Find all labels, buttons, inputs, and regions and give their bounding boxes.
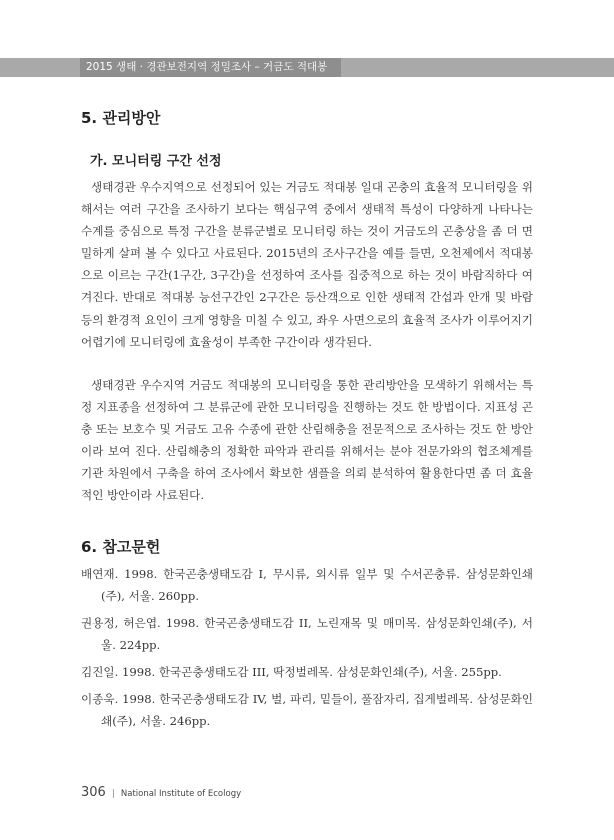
paragraph-1: 생태경관 우수지역으로 선정되어 있는 거금도 적대봉 일대 곤충의 효율적 모니터링을 위해서는 여러 구간을 조사하기 보다는 핵심구역 중에서 생태적 특성이 다양하게 나타나는 수계를 중심으로 특정 구간을 분류군별로 모니터링 하는 것이 거금도의 곤충상을 좀 더 면밀하게 살펴 볼 수 있다고 사료된다. 2015년의 조사구간을 예를 들면, 오천제에서 적대봉으로 이르는 구간(1구간, 3구간)을 선정하여 조사를 집중적으로 하는 것이 바람직하다 여겨진다. 반대로 적대봉 능선구간인 2구간은 등산객으로 인한 생태적 간섭과 안개 및 바람 등의 환경적 요인이 크게 영향을 미칠 수 있고, 좌우 사면으로의 효율적 조사가 이루어지기 어렵기에 모니터링에 효율성이 부족한 구간이라 생각된다. xyxy=(81,180,533,349)
reference-item: 권용정, 허은엽. 1998. 한국곤충생태도감 II, 노린재목 및 매미목. 삼성문화인쇄(주), 서울. 224pp. xyxy=(81,616,533,652)
running-header-title: 2015 생태 · 경관보전지역 정밀조사 – 거금도 적대봉 xyxy=(86,61,328,73)
section-5-heading: 5. 관리방안 xyxy=(81,109,161,127)
section-6-heading: 6. 참고문헌 xyxy=(81,538,161,556)
page-number: 306 xyxy=(81,785,106,800)
reference-item: 이종욱. 1998. 한국곤충생태도감 IV, 벌, 파리, 밑들이, 풀잠자리, 집게벌레목. 삼성문화인쇄(주), 서울. 246pp. xyxy=(81,692,533,728)
reference-item: 김진일. 1998. 한국곤충생태도감 III, 딱정벌레목. 삼성문화인쇄(주), 서울. 255pp. xyxy=(81,665,502,679)
page-footer xyxy=(81,781,241,800)
paragraph-2: 생태경관 우수지역 거금도 적대봉의 모니터링을 통한 관리방안을 모색하기 위해서는 특정 지표종을 선정하여 그 분류군에 관한 모니터링을 진행하는 것도 한 방법이다. 지표성 곤충 또는 보호수 및 거금도 고유 수종에 관한 산림해충을 전문적으로 조사하는 것도 한 방안이라 보여 진다. 산림해충의 정확한 파악과 관리를 위해서는 분야 전문가와의 협조체계를 기관 차원에서 구축을 하여 조사에서 확보한 샘플을 의뢰 분석하여 활용한다면 좀 더 효율적인 방안이라 사료된다. xyxy=(81,378,533,503)
publisher-name: National Institute of Ecology xyxy=(120,789,242,799)
footer-separator: | xyxy=(111,789,115,799)
reference-list xyxy=(81,563,533,737)
subsection-heading: 가. 모니터링 구간 선정 xyxy=(90,154,222,169)
reference-item: 배연재. 1998. 한국곤충생태도감 I, 무시류, 외시류 일부 및 수서곤충류. 삼성문화인쇄(주), 서울. 260pp. xyxy=(81,567,533,603)
